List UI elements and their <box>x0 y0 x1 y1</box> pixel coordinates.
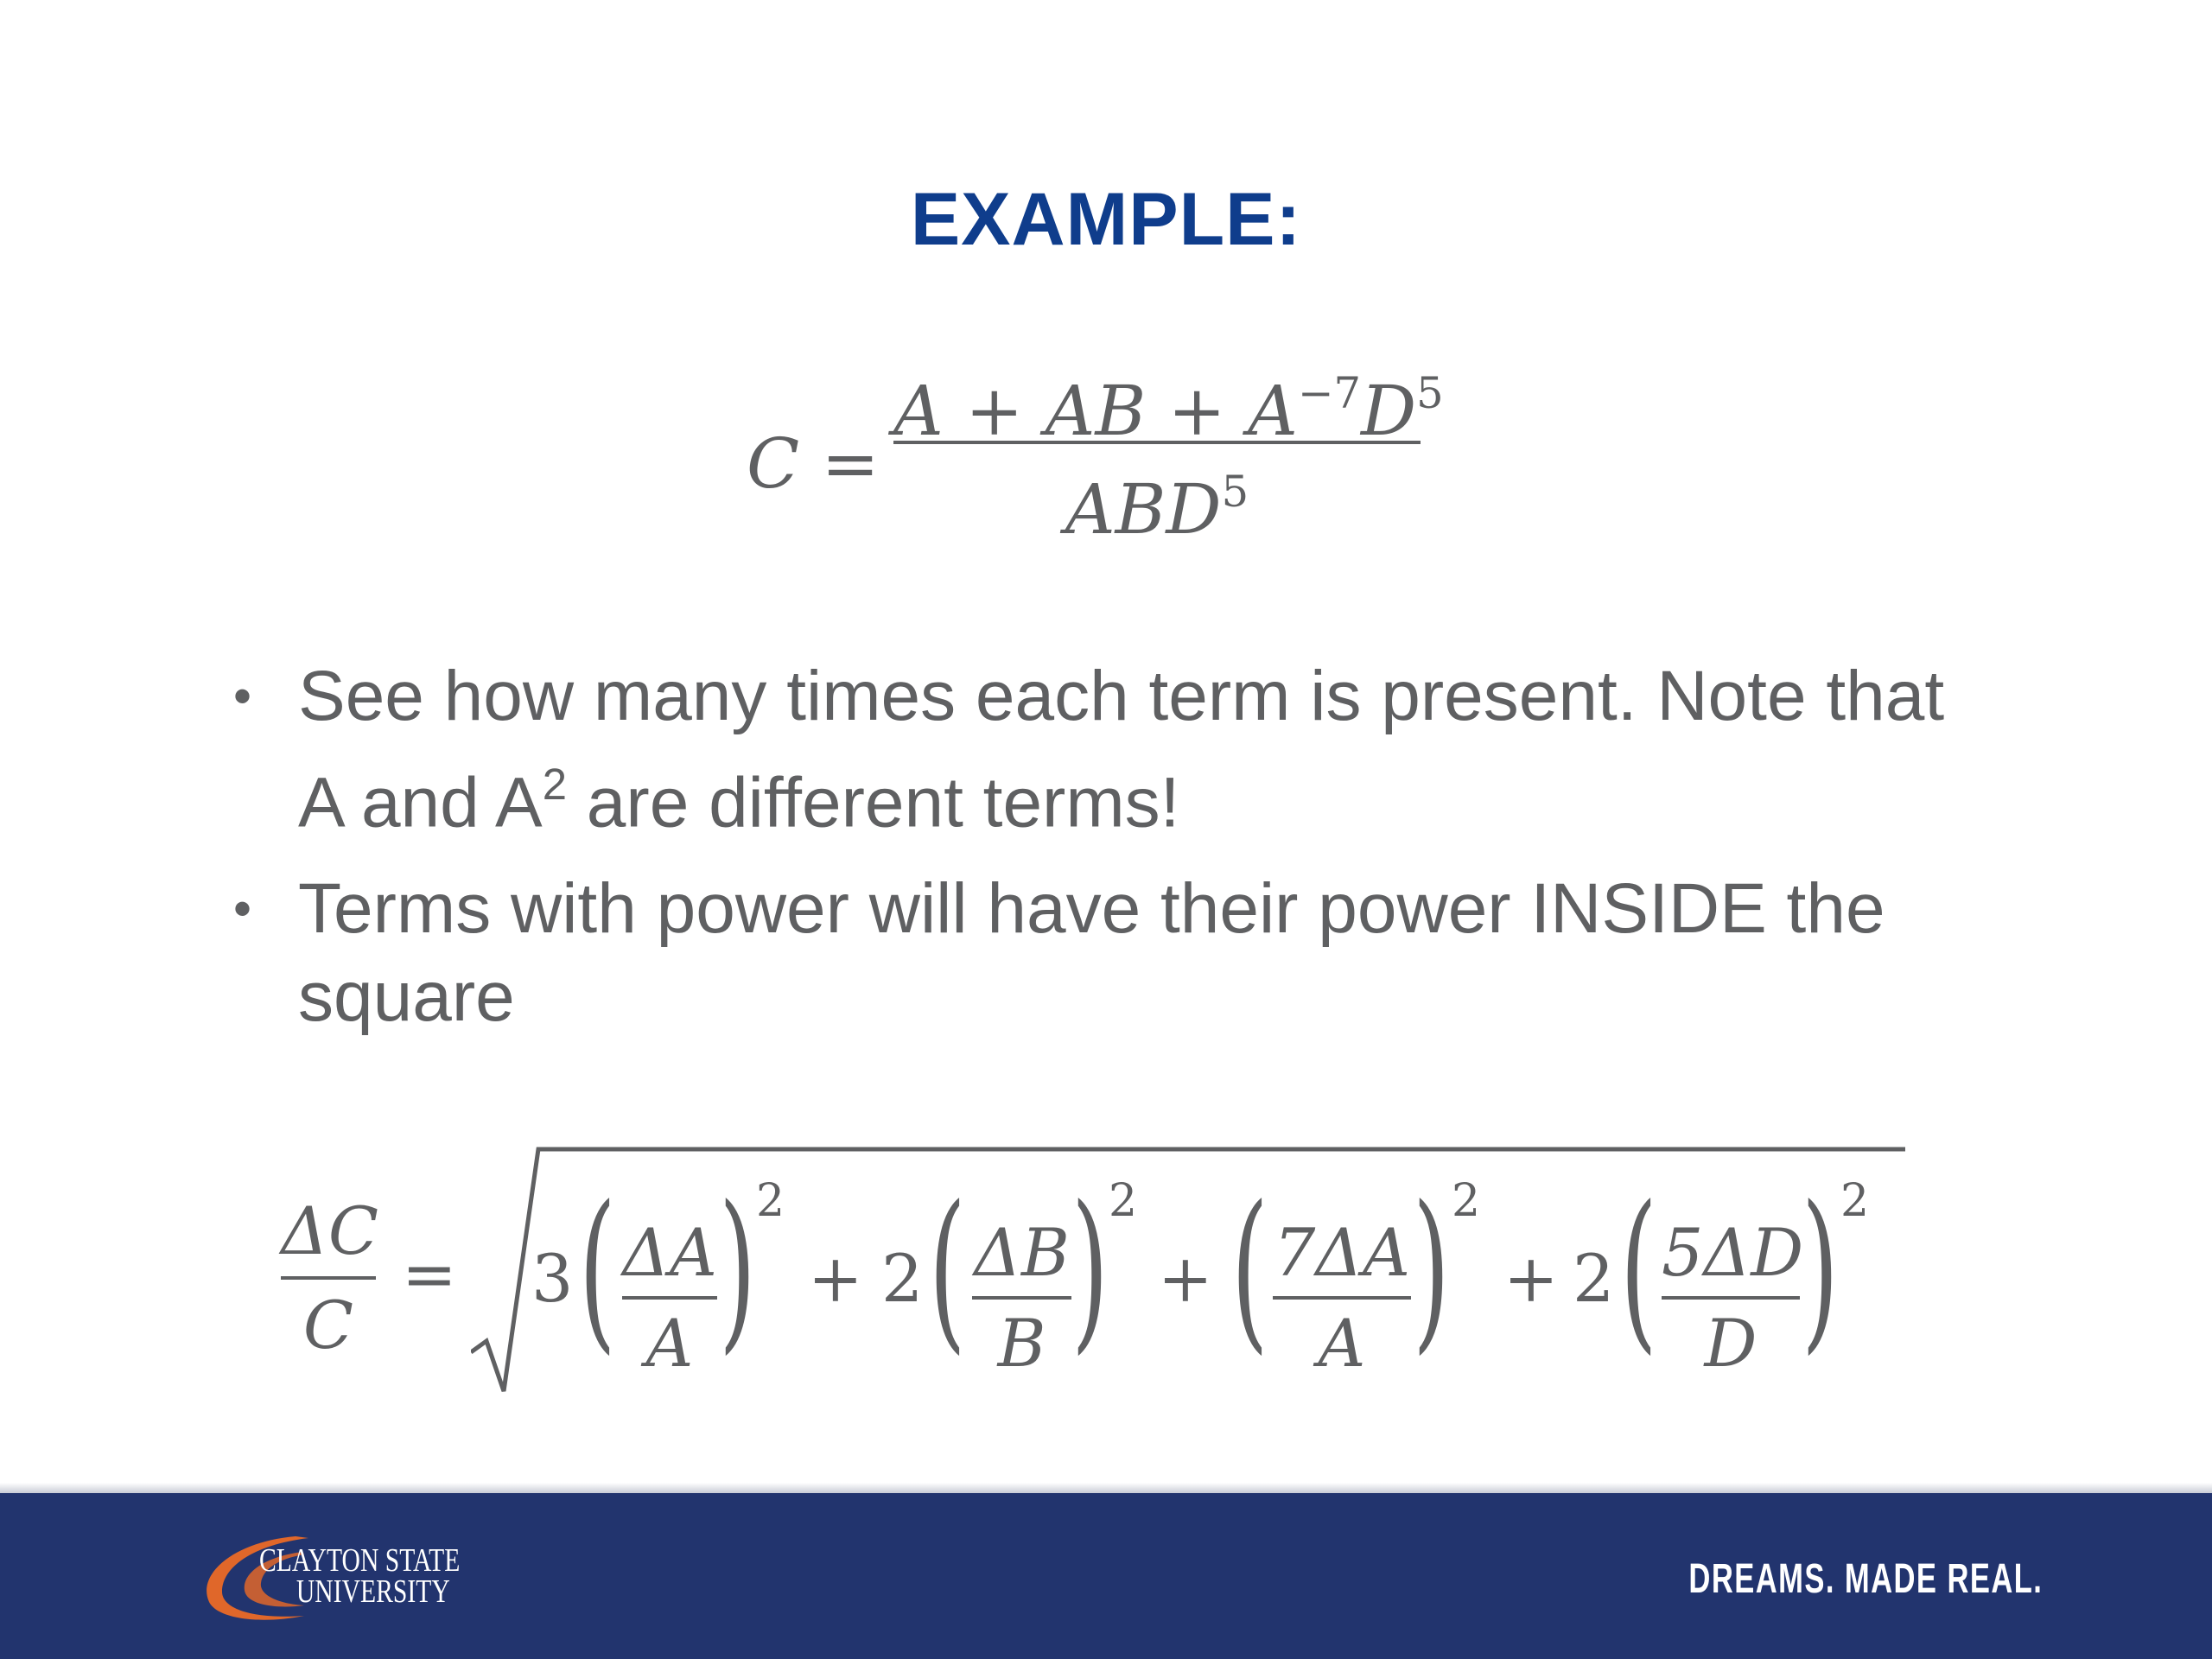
equation-c-lhs: C = <box>747 423 880 504</box>
equation-lhs-fraction <box>281 1192 379 1363</box>
bullet-dot: • <box>233 879 252 938</box>
bullet-item: • See how many times each term is present. Note that A and $A^2$ are different terms! <box>233 652 1961 848</box>
lhs-denominator: C <box>302 1287 354 1363</box>
coefficient: 3 <box>531 1240 574 1317</box>
bullet-dot: • <box>233 667 252 725</box>
plus-operator: + <box>1158 1240 1213 1317</box>
coefficient: 2 <box>881 1240 924 1317</box>
university-logo-text: CLAYTON STATE UNIVERSITY <box>259 1542 461 1610</box>
footer-bar <box>0 1493 2212 1659</box>
squared-term: ( 7ΔA A ) 2 <box>1231 1169 1481 1382</box>
squared-term: ( ΔB B ) 2 <box>929 1169 1138 1382</box>
plus-operator: + <box>1503 1240 1559 1317</box>
equation-c-numerator: A + AB + $A^{-7}D^5$ <box>893 368 1444 451</box>
bullet-item: • Terms with power will have their power INSIDE the square <box>233 865 1961 1041</box>
fraction-bar <box>281 1276 376 1280</box>
plus-operator: + <box>808 1240 863 1317</box>
squared-term: ( ΔA A ) 2 <box>579 1169 785 1382</box>
coefficient: 2 <box>1573 1240 1615 1317</box>
equation-error-propagation <box>281 1141 1905 1400</box>
equation-c-denominator: ABD$^5$ <box>1065 467 1249 550</box>
lhs-numerator: ΔC <box>281 1192 379 1269</box>
footer-shadow <box>0 1483 2212 1493</box>
bullet-list <box>233 652 1961 1058</box>
equation-c-fraction <box>893 346 1444 550</box>
slide-title: EXAMPLE: <box>910 178 1302 261</box>
equals-sign: = <box>402 1236 457 1313</box>
squared-term: ( 5ΔD D ) 2 <box>1620 1169 1870 1382</box>
tagline: DREAMS. MADE REAL. <box>1688 1556 2043 1602</box>
